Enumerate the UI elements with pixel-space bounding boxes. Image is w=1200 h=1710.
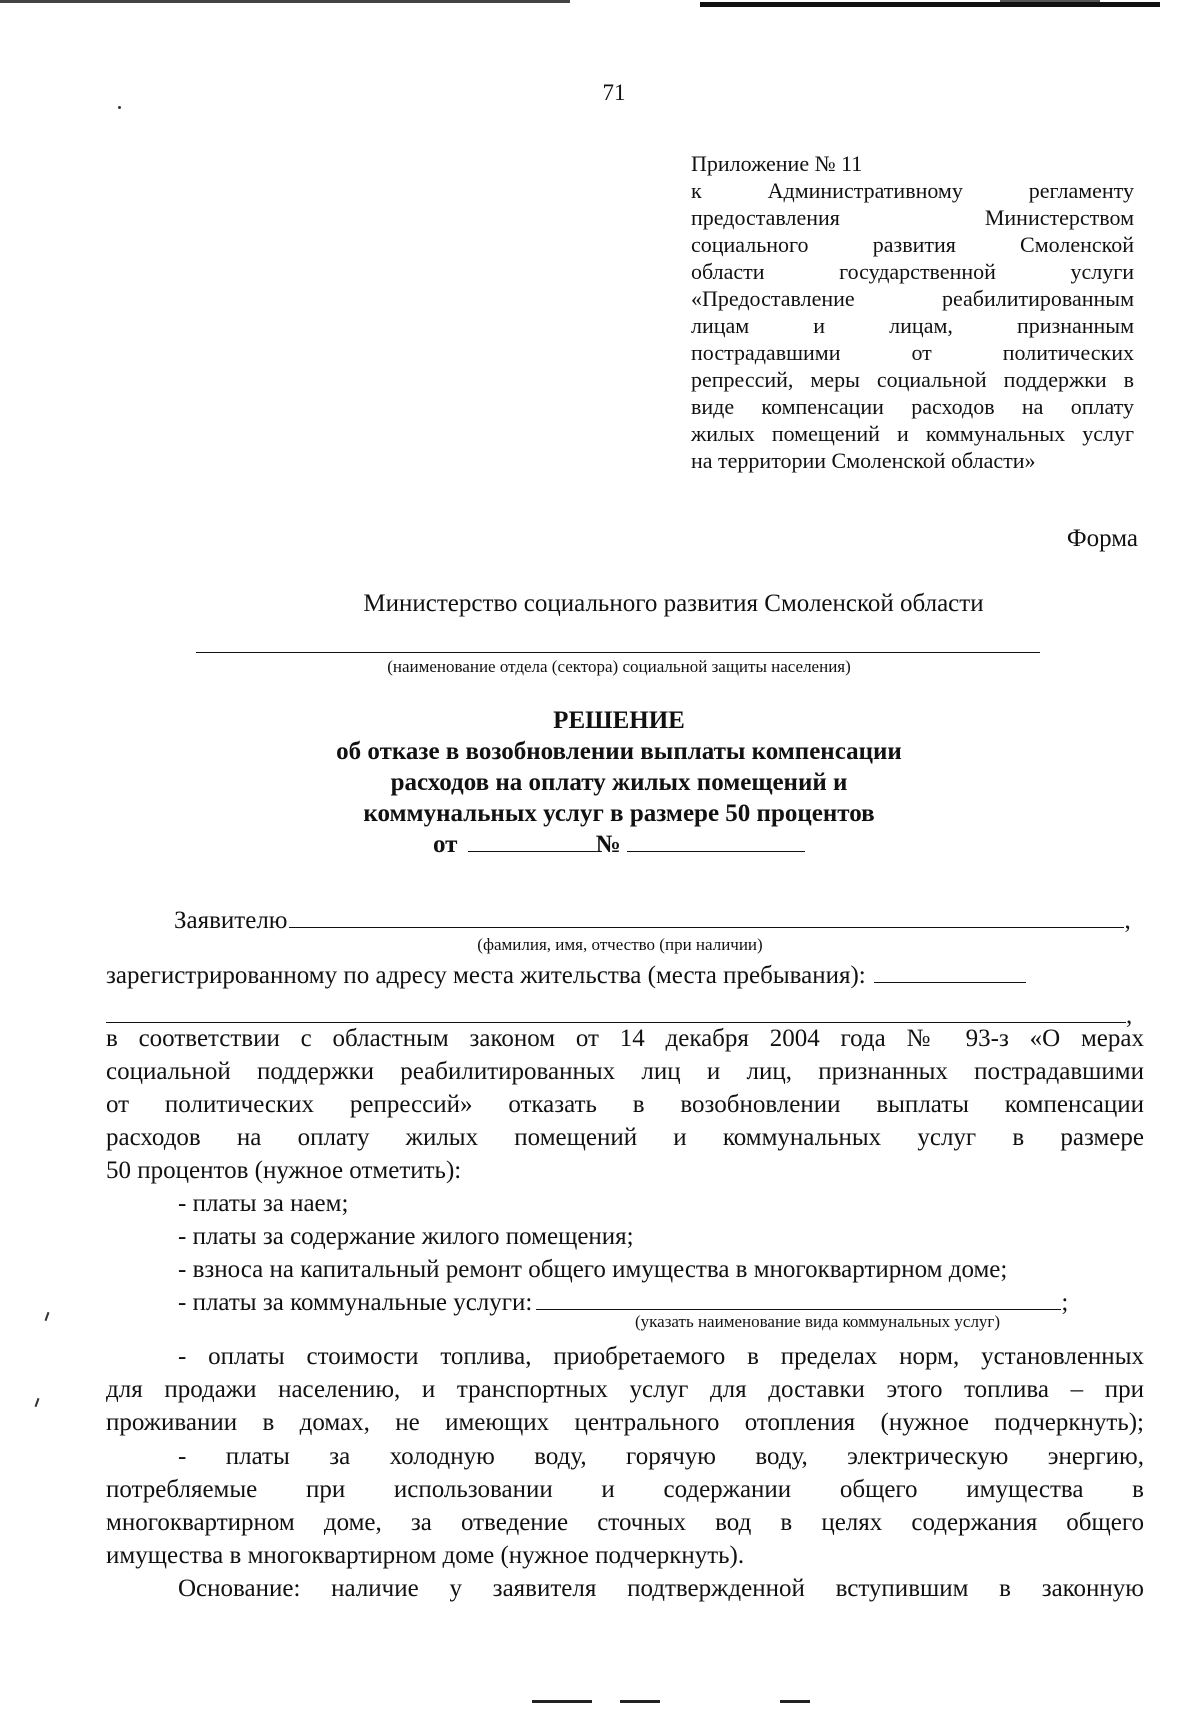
list-item: - платы за наем;	[178, 1190, 349, 1217]
appendix-line: на территории Смоленской области»	[691, 448, 1036, 473]
paragraph-line: в соответствии с областным законом от 14 декабря 2004 года № 93-з «О мерах	[106, 1025, 1144, 1052]
list-item-label: - платы за коммунальные услуги:	[178, 1289, 533, 1316]
decision-date-number	[0, 829, 1200, 860]
scan-edge-bottom	[620, 1700, 660, 1703]
scan-edge-bottom	[532, 1700, 592, 1703]
paragraph-line: для продажи населению, и транспортных услуг для доставки этого топлива – при	[106, 1376, 1144, 1403]
paragraph-basis-law	[106, 1022, 1144, 1187]
list-item-end: ;	[1061, 1289, 1069, 1316]
applicant-label: Заявителю	[174, 907, 288, 934]
paragraph-line: потребляемые при использовании и содержании общего имущества в	[106, 1476, 1144, 1503]
decision-subtitle-line: расходов на оплату жилых помещений и	[390, 769, 848, 796]
number-label: №	[595, 831, 621, 858]
appendix-line: к Административному регламенту	[691, 178, 1134, 203]
paragraph-line: многоквартирном доме, за отведение сточных вод в целях содержания общего	[106, 1509, 1144, 1536]
paragraph-line: имущества в многоквартирном доме (нужное подчеркнуть).	[106, 1542, 745, 1569]
scan-edge-bottom	[780, 1700, 810, 1703]
applicant-name-fill-line	[289, 905, 1124, 928]
paragraph-line: Основание: наличие у заявителя подтвержденной вступившим в законную	[178, 1575, 1144, 1602]
decision-subtitle-line: об отказе в возобновлении выплаты компенсации	[336, 738, 902, 765]
payment-type-list	[178, 1187, 1144, 1319]
paragraph-line: - оплаты стоимости топлива, приобретаемого в пределах норм, установленных	[178, 1343, 1144, 1370]
form-label: Форма	[1066, 525, 1138, 552]
appendix-line: пострадавшими от политических	[691, 340, 1134, 365]
scan-edge-top-left	[0, 0, 570, 3]
paragraph-common-property	[106, 1440, 1144, 1572]
decision-title	[0, 705, 1200, 860]
scan-edge-top-right-thin	[1000, 0, 1100, 2]
paragraph-fuel	[106, 1340, 1144, 1439]
date-fill-line	[468, 829, 596, 852]
scan-edge-top-right	[700, 2, 1160, 7]
applicant-caption: (фамилия, имя, отчество (при наличии)	[477, 935, 763, 954]
list-item: - взноса на капитальный ремонт общего имущества в многоквартирном доме;	[178, 1256, 1008, 1283]
utilities-fill-line	[536, 1287, 1061, 1310]
appendix-line: области государственной услуги	[691, 259, 1134, 284]
number-fill-line	[627, 829, 805, 852]
address-label: зарегистрированному по адресу места жительства (места пребывания):	[106, 962, 866, 989]
ministry-name: Министерство социального развития Смоленской области	[363, 590, 984, 617]
scan-speck	[118, 106, 121, 109]
paragraph-line: социальной поддержки реабилитированных лиц и лиц, признанных пострадавшими	[106, 1058, 1144, 1085]
appendix-line: репрессий, меры социальной поддержки в	[691, 367, 1134, 392]
address-fill-line-2	[106, 1000, 1126, 1023]
address-fill-line	[874, 960, 1026, 983]
utilities-caption: (указать наименование вида коммунальных услуг)	[635, 1312, 1001, 1331]
applicant-line	[174, 905, 1134, 935]
appendix-line: «Предоставление реабилитированным	[691, 286, 1134, 311]
decision-heading: РЕШЕНИЕ	[553, 707, 685, 734]
appendix-block	[691, 150, 1134, 474]
paragraph-line: проживании в домах, не имеющих центрального отопления (нужное подчеркнуть);	[106, 1409, 1144, 1436]
address-line	[106, 960, 1136, 990]
page-number: 71	[602, 80, 626, 105]
applicant-comma: ,	[1124, 907, 1131, 934]
appendix-line: виде компенсации расходов на оплату	[691, 394, 1134, 419]
decision-subtitle-line: коммунальных услуг в размере 50 процентов	[363, 800, 875, 827]
department-caption: (наименование отдела (сектора) социальной защиты населения)	[387, 657, 851, 676]
paragraph-line: - платы за холодную воду, горячую воду, электрическую энергию,	[178, 1443, 1144, 1470]
appendix-line: лицам и лицам, признанным	[691, 313, 1134, 338]
appendix-line: социального развития Смоленской	[691, 232, 1134, 257]
scan-speck	[45, 1312, 50, 1321]
list-item: - платы за содержание жилого помещения;	[178, 1223, 634, 1250]
paragraph-line: от политических репрессий» отказать в возобновлении выплаты компенсации	[106, 1091, 1144, 1118]
appendix-line: Приложение № 11	[691, 151, 863, 176]
paragraph-grounds	[106, 1572, 1144, 1605]
paragraph-line: расходов на оплату жилых помещений и коммунальных услуг в размере	[106, 1124, 1144, 1151]
appendix-line: жилых помещений и коммунальных услуг	[691, 421, 1134, 446]
from-label: от	[432, 831, 458, 858]
department-fill-line	[196, 652, 1040, 653]
paragraph-line: 50 процентов (нужное отметить):	[106, 1157, 462, 1184]
scan-speck	[35, 1398, 40, 1407]
appendix-line: предоставления Министерством	[691, 205, 1134, 230]
address-end: ,	[1126, 1002, 1133, 1029]
